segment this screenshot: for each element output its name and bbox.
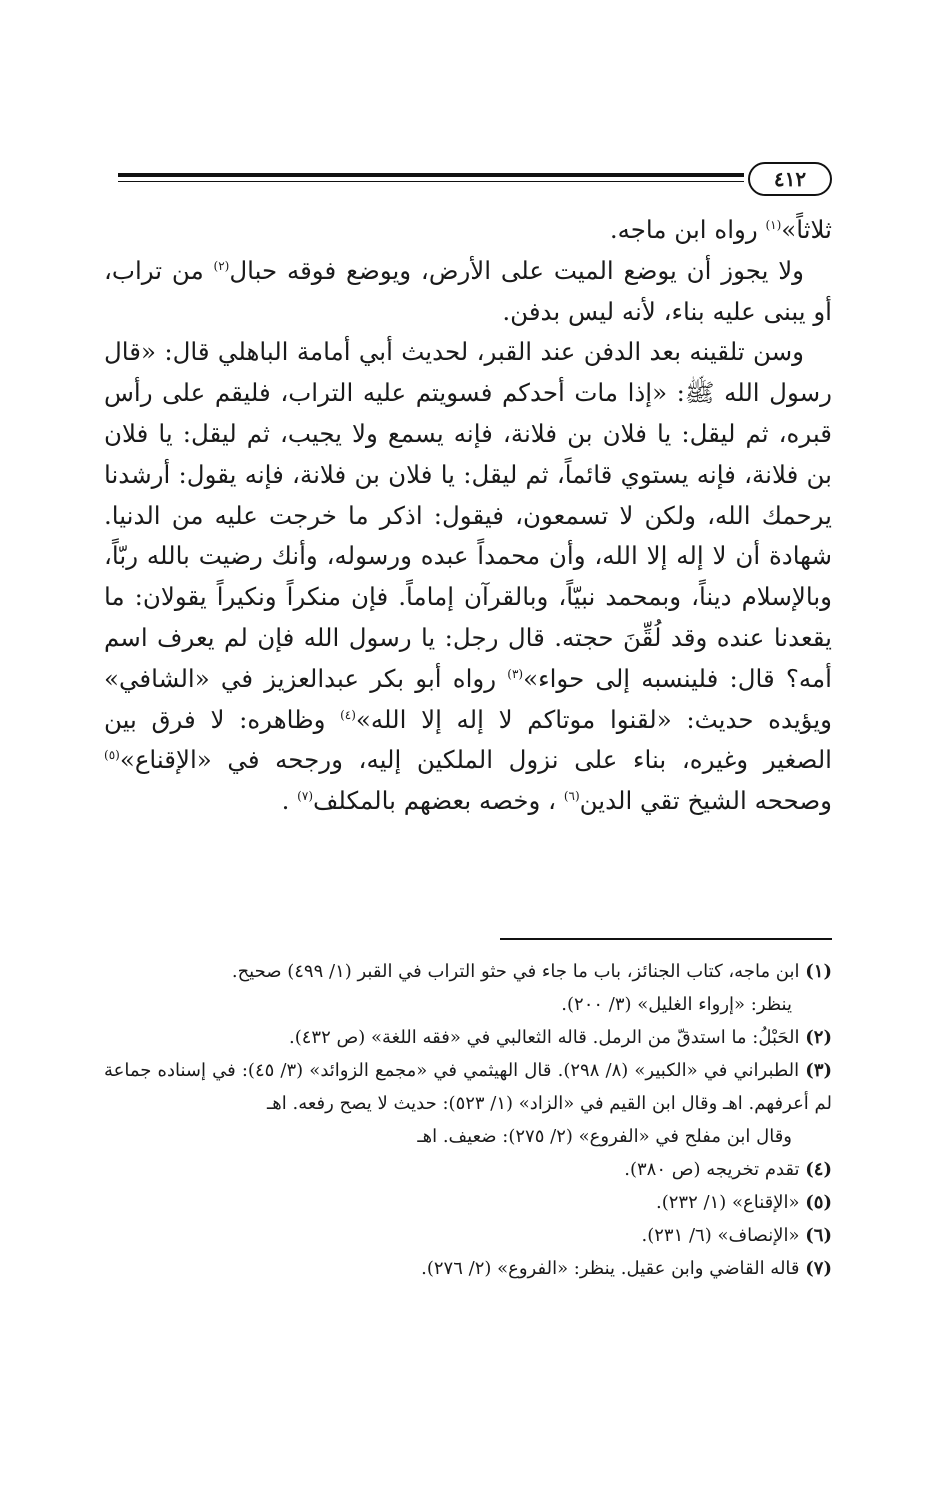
footnote-ref-7[interactable]: (٧) (297, 789, 313, 803)
footnote-ref-6[interactable]: (٦) (563, 789, 580, 803)
footnote-number: (٥) (805, 1192, 832, 1213)
paragraph-2-text-end: من تراب، أو يبنى عليه بناء، لأنه ليس بدفن. (104, 255, 832, 326)
footnote-continuation: وقال ابن مفلح في «الفروع» (٢/ ٢٧٥): ضعيف. اهـ (417, 1126, 792, 1147)
quote-end: ثلاثاً» (781, 215, 832, 244)
footnote-separator (500, 938, 832, 940)
footnote-number: (٤) (805, 1159, 832, 1180)
footnote-number: (٦) (805, 1225, 832, 1246)
header-rule-thin (118, 181, 744, 182)
footnote-text: تقدم تخريجه (ص ٣٨٠). (624, 1159, 800, 1180)
footnote-1 (104, 955, 832, 1021)
footnote-ref-3[interactable]: (٣) (507, 666, 524, 681)
footnote-continuation: ينظر: «إرواء الغليل» (٣/ ٢٠٠). (561, 994, 792, 1015)
footnote-5 (104, 1186, 832, 1219)
footnote-3 (104, 1054, 832, 1153)
paragraph-1-text: رواه ابن ماجه. (609, 215, 766, 244)
footnote-number: (٢) (805, 1027, 832, 1048)
footnote-ref-5[interactable]: (٥) (104, 748, 120, 763)
footnote-number: (٧) (805, 1258, 832, 1279)
footnote-number: (٣) (805, 1060, 833, 1081)
paragraph-3 (104, 332, 832, 822)
footnote-4 (104, 1153, 832, 1186)
paragraph-3-text-b: وظاهره: لا فرق بين الصغير وغيره، بناء على نزول الملكين إليه، ورجحه في «الإقناع» (104, 704, 832, 775)
paragraph-2 (104, 251, 832, 333)
footnote-ref-1[interactable]: (١) (765, 217, 782, 232)
footnote-ref-2[interactable]: (٢) (213, 258, 230, 273)
hadith-text: وسن تلقينه بعد الدفن عند القبر، لحديث أبي أمامة الباهلي قال: «قال رسول الله ﷺ: «إذا مات أحدكم فسويتم عليه التراب، فليقم على رأس قبره، ثم ليقل: يا فلان بن فلانة، فإنه يسمع ولا يجيب، ثم ليقل: يا فلان بن فلانة، فإنه يستوي قائماً، ثم ليقل: يا فلان بن فلانة، فإنه يقول: أرشدنا يرحمك الله، ولكن لا تسمعون، فيقول: اذكر ما خرجت عليه من الدنيا. شهادة أن لا إله إلا الله، وأن محمداً عبده ورسوله، وأنك رضيت بالله ربّاً، وبالإسلام ديناً، وبمحمد نبيّاً، وبالقرآن إماماً. فإن منكراً ونكيراً يقولان: ما يقعدنا عنده وقد لُقِّنَ حجته. قال رجل: يا رسول الله فإن لم يعرف اسم أمه؟ قال: فلينسبه إلى حواء» (104, 337, 833, 693)
paragraph-3-text-a: رواه أبو بكر عبدالعزيز في «الشافي» ويؤيده حديث: «لقنوا موتاكم لا إله إلا الله» (104, 663, 832, 734)
footnote-text: «الإنصاف» (٦/ ٢٣١). (641, 1225, 800, 1246)
footnote-text: ابن ماجه، كتاب الجنائز، باب ما جاء في حثو التراب في القبر (١/ ٤٩٩) صحيح. (231, 961, 800, 982)
paragraph-3-text-d: ، وخصه بعضهم بالمكلف (313, 786, 564, 816)
page-number: ٤١٢ (748, 162, 832, 196)
footnote-text: الحَبْلُ: ما استدقّ من الرمل. قاله الثعالبي في «فقه اللغة» (ص ٤٣٢). (289, 1027, 800, 1048)
footnote-number: (١) (805, 961, 832, 982)
footnote-2 (104, 1021, 832, 1054)
footnotes (104, 955, 832, 1285)
paragraph-3-text-c: وصححه الشيخ تقي الدين (579, 786, 832, 816)
footnote-ref-4[interactable]: (٤) (340, 707, 356, 722)
main-text (104, 210, 832, 822)
header-rule-thick (118, 173, 744, 177)
footnote-text: الطبراني في «الكبير» (٨/ ٢٩٨). قال الهيثمي في «مجمع الزوائد» (٣/ ٤٥): في إسناده جماعة لم أعرفهم. اهـ وقال ابن القيم في «الزاد» (١/ ٥٢٣): حديث لا يصح رفعه. اهـ (104, 1060, 832, 1114)
footnote-text: «الإقناع» (١/ ٢٣٢). (656, 1192, 800, 1213)
footnote-7 (104, 1252, 832, 1285)
footnote-6 (104, 1219, 832, 1252)
footnote-text: قاله القاضي وابن عقيل. ينظر: «الفروع» (٢/ ٢٧٦). (421, 1258, 800, 1279)
paragraph-1 (104, 210, 832, 251)
paragraph-3-text-e: . (281, 786, 298, 816)
page-header (118, 160, 832, 200)
paragraph-2-text: ولا يجوز أن يوضع الميت على الأرض، ويوضع فوقه حبال (229, 255, 805, 285)
